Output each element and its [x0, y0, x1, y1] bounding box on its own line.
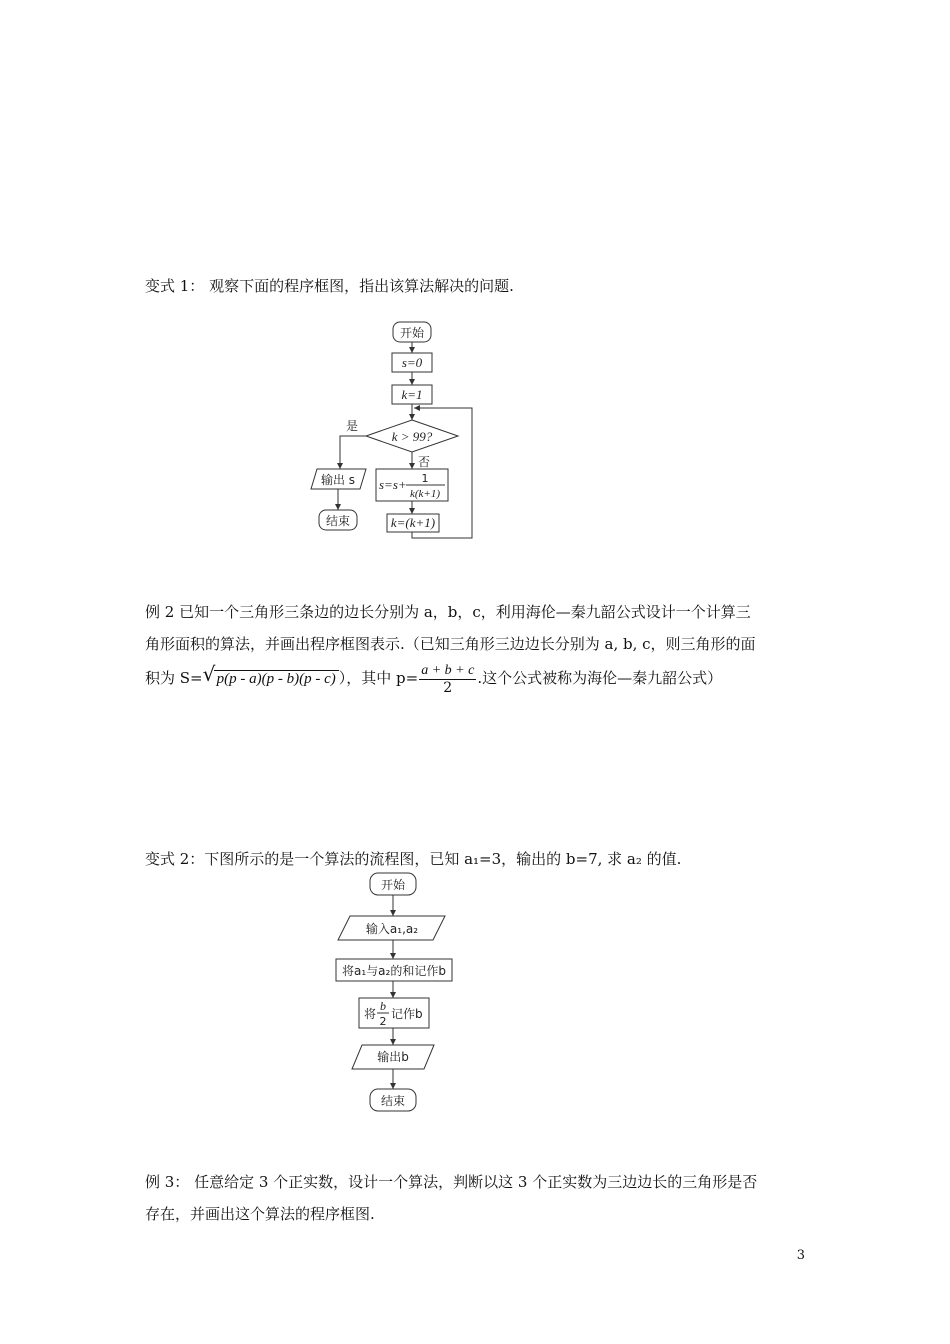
example2-line2: 角形面积的算法，并画出程序框图表示.（已知三角形三边边长分别为 a, b, c，则三角形的面 [145, 635, 756, 653]
fc2-sum-label: 将a₁与a₂的和记作b [342, 964, 446, 978]
radicand: p(p - a)(p - b)(p - c) [214, 670, 339, 687]
fc1-yes-label: 是 [346, 419, 359, 433]
fc2-half-pre: 将 [364, 1007, 377, 1021]
fc1-update-k-label: k=(k+1) [390, 515, 436, 530]
fc2-half-post: 记作b [391, 1007, 423, 1021]
example2-area-label: 积为 S= [145, 669, 203, 687]
fc2-input-label: 输入a₁,a₂ [365, 922, 419, 936]
radical-sign-icon: √ [202, 662, 216, 686]
example3-line1: 例 3： 任意给定 3 个正实数，设计一个算法，判断以这 3 个正实数为三边边长的三角形是否 [145, 1173, 758, 1191]
p-denominator: 2 [443, 679, 453, 696]
fc1-no-label: 否 [418, 455, 431, 469]
fc2-end-label: 结束 [380, 1094, 406, 1108]
fc1-init-k-label: k=1 [401, 387, 423, 402]
fc2-half-den: 2 [379, 1015, 387, 1028]
example2-line3 [145, 660, 810, 697]
fc2-start-label: 开始 [380, 878, 406, 892]
page-number: 3 [796, 1248, 805, 1263]
fc2-half-num: b [380, 999, 386, 1013]
fc1-update-s-num: 1 [421, 472, 429, 485]
example2-tail: .这个公式被称为海伦—秦九韶公式） [477, 669, 723, 687]
variant2-prompt: 变式 2：下图所示的是一个算法的流程图，已知 a₁=3，输出的 b=7, 求 a₂ 的值. [145, 850, 682, 868]
p-numerator: a + b + c [421, 662, 475, 678]
fc1-update-s-den: k(k+1) [409, 488, 441, 500]
flowchart-1 [300, 318, 490, 548]
example2-p-label: ），其中 p= [338, 669, 419, 687]
fc1-condition-label: k > 99? [391, 429, 433, 444]
flowchart-2 [330, 870, 460, 1120]
fc1-init-s-label: s=0 [401, 355, 423, 370]
p-fraction [419, 662, 476, 697]
example3-line2: 存在，并画出这个算法的程序框图. [145, 1205, 375, 1223]
fc2-output-label: 输出b [377, 1050, 409, 1064]
sqrt-expression [203, 660, 339, 697]
example3-block [145, 1166, 810, 1230]
fc1-output-label: 输出 s [320, 473, 356, 487]
fc1-start-label: 开始 [399, 326, 425, 340]
variant1-prompt: 变式 1： 观察下面的程序框图，指出该算法解决的问题. [145, 277, 514, 295]
example2-line1: 例 2 已知一个三角形三条边的边长分别为 a，b，c，利用海伦—秦九韶公式设计一个计算三 [145, 603, 751, 621]
fc1-update-s-left: s=s+ [379, 477, 407, 492]
fc1-end-label: 结束 [325, 514, 351, 528]
example2-block [145, 596, 810, 697]
